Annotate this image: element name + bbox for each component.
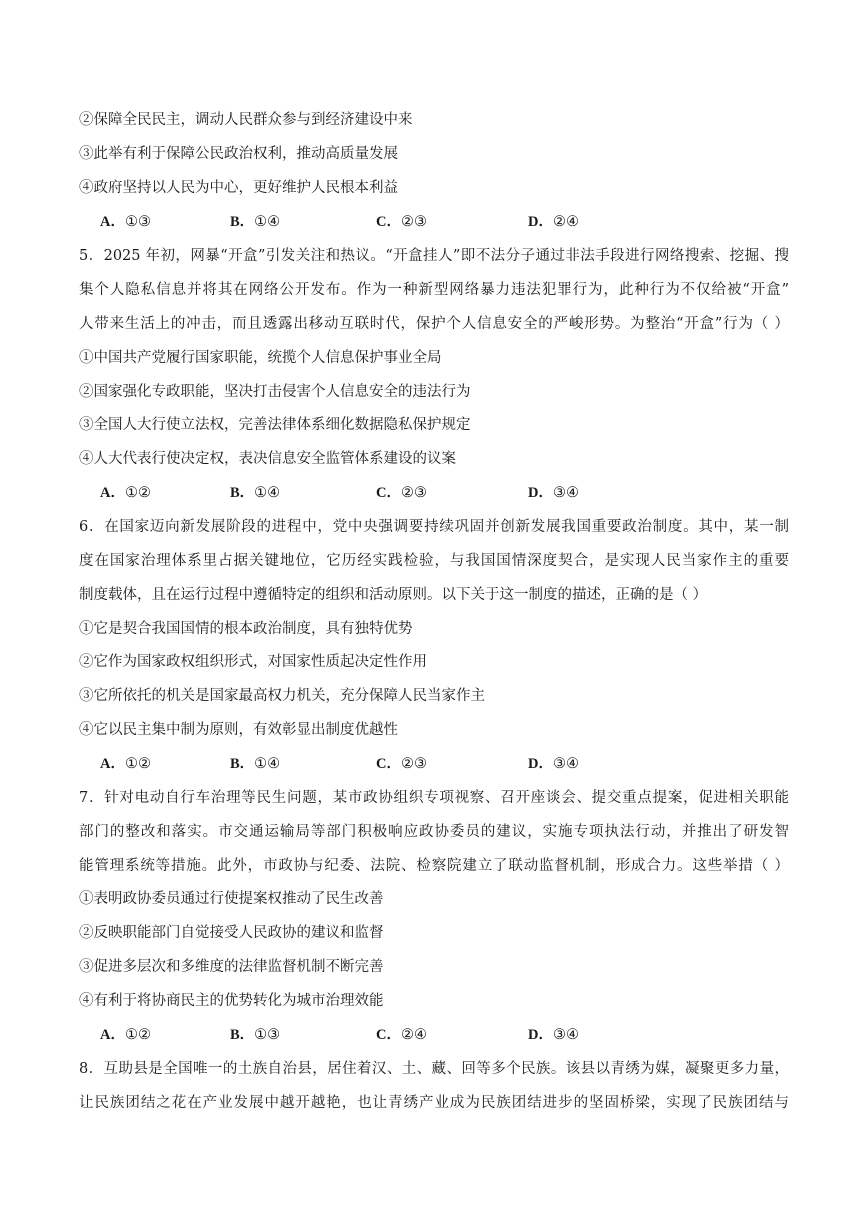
q6-stem-line-2: 度在国家治理体系里占据关键地位，它历经实践检验，与我国国情深度契合，是实现人民当家作主的重要: [79, 553, 789, 569]
q4-item-2: ②保障全民民主，调动人民群众参与到经济建设中来: [79, 112, 413, 128]
q5-option-a[interactable]: A．①②: [100, 485, 151, 501]
q7-item-4: ④有利于将协商民主的优势转化为城市治理效能: [79, 993, 384, 1009]
q4-item-4: ④政府坚持以人民为中心，更好维护人民根本利益: [79, 180, 398, 196]
q5-item-3: ③全国人大行使立法权，完善法律体系细化数据隐私保护规定: [79, 417, 471, 433]
q4-item-3: ③此举有利于保障公民政治权利，推动高质量发展: [79, 146, 398, 162]
q7-stem-line-2: 部门的整改和落实。市交通运输局等部门积极响应政协委员的建议，实施专项执法行动，并推出了研发智: [79, 824, 789, 840]
q5-item-4: ④人大代表行使决定权，表决信息安全监管体系建设的议案: [79, 451, 456, 467]
q5-stem-line-3: 人带来生活上的冲击，而且透露出移动互联时代，保护个人信息安全的严峻形势。为整治“开盒”行为（ ）: [79, 316, 789, 332]
q4-option-d[interactable]: D．②④: [528, 214, 579, 230]
q8-stem-line-2: 让民族团结之花在产业发展中越开越艳，也让青绣产业成为民族团结进步的坚固桥梁，实现了民族团结与: [79, 1095, 789, 1111]
q5-stem-line-2: 集个人隐私信息并将其在网络公开发布。作为一种新型网络暴力违法犯罪行为，此种行为不仅给被“开盒”: [79, 282, 789, 298]
q7-item-3: ③促进多层次和多维度的法律监督机制不断完善: [79, 959, 384, 975]
q5-item-2: ②国家强化专政职能，坚决打击侵害个人信息安全的违法行为: [79, 384, 471, 400]
q7-stem-line-3: 能管理系统等措施。此外，市政协与纪委、法院、检察院建立了联动监督机制，形成合力。这些举措（ ）: [79, 858, 789, 874]
q6-item-4: ④它以民主集中制为原则，有效彰显出制度优越性: [79, 722, 398, 738]
q6-option-b[interactable]: B．①④: [230, 756, 281, 772]
q6-option-a[interactable]: A．①②: [100, 756, 151, 772]
q6-option-c[interactable]: C．②③: [376, 756, 427, 772]
q7-item-2: ②反映职能部门自觉接受人民政协的建议和监督: [79, 925, 384, 941]
q5-item-1: ①中国共产党履行国家职能，统揽个人信息保护事业全局: [79, 350, 442, 366]
q6-stem-line-3: 制度载体，且在运行过程中遵循特定的组织和活动原则。以下关于这一制度的描述，正确的是（ ）: [79, 587, 708, 603]
q6-item-2: ②它作为国家政权组织形式，对国家性质起决定性作用: [79, 654, 427, 670]
q8-stem-line-1: 8．互助县是全国唯一的土族自治县，居住着汉、土、藏、回等多个民族。该县以青绣为媒，凝聚更多力量，: [79, 1061, 789, 1077]
q7-option-d[interactable]: D．③④: [528, 1027, 579, 1043]
q7-option-c[interactable]: C．②④: [376, 1027, 427, 1043]
q7-item-1: ①表明政协委员通过行使提案权推动了民生改善: [79, 891, 384, 907]
q7-option-b[interactable]: B．①③: [230, 1027, 281, 1043]
q5-option-d[interactable]: D．③④: [528, 485, 579, 501]
q5-option-c[interactable]: C．②③: [376, 485, 427, 501]
q4-option-c[interactable]: C．②③: [376, 214, 427, 230]
q7-option-a[interactable]: A．①②: [100, 1027, 151, 1043]
q4-option-a[interactable]: A．①③: [100, 214, 151, 230]
q5-stem-line-1: 5．2025 年初，网暴“开盒”引发关注和热议。“开盒挂人”即不法分子通过非法手段进行网络搜索、挖掘、搜: [79, 248, 789, 264]
q6-item-1: ①它是契合我国国情的根本政治制度，具有独特优势: [79, 621, 413, 637]
q5-option-b[interactable]: B．①④: [230, 485, 281, 501]
q7-stem-line-1: 7．针对电动自行车治理等民生问题，某市政协组织专项视察、召开座谈会、提交重点提案，促进相关职能: [79, 790, 789, 806]
q6-item-3: ③它所依托的机关是国家最高权力机关，充分保障人民当家作主: [79, 688, 485, 704]
q6-option-d[interactable]: D．③④: [528, 756, 579, 772]
q6-stem-line-1: 6．在国家迈向新发展阶段的进程中，党中央强调要持续巩固并创新发展我国重要政治制度。其中，某一制: [79, 519, 789, 535]
q4-option-b[interactable]: B．①④: [230, 214, 281, 230]
